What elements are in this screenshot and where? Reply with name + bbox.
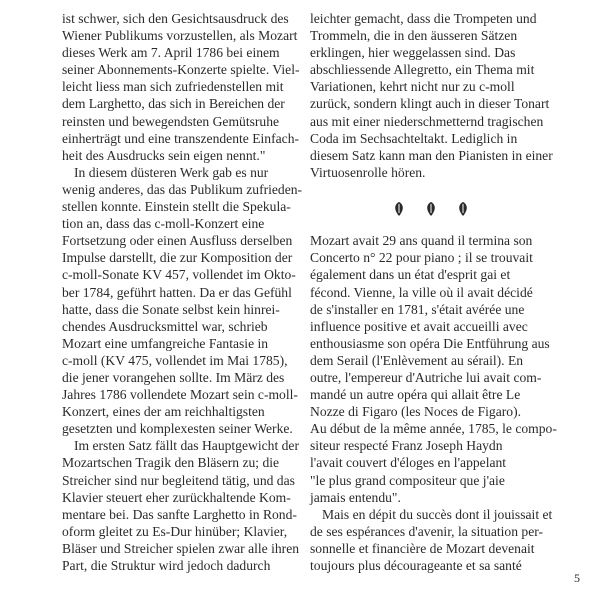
- text-line: mentare bei. Das sanfte Larghetto in Rond-: [62, 506, 297, 522]
- right-column: [310, 10, 557, 574]
- text-line: c-moll (KV 475, vollendet im Mai 1785),: [62, 352, 288, 368]
- text-line: c-moll-Sonate KV 457, vollendet im Okto-: [62, 267, 296, 283]
- text-line: einherträgt und eine transzendente Einfach-: [62, 130, 300, 146]
- text-line: erklingen, hier weggelassen sind. Das: [310, 45, 516, 61]
- text-line: dem Larghetto, das sich in Bereichen der: [62, 96, 285, 112]
- text-line: outre, l'empereur d'Autriche lui avait com-: [310, 369, 542, 385]
- page-number: 5: [574, 571, 580, 585]
- text-line: Au début de la même année, 1785, le compo-: [310, 421, 557, 437]
- left-column: [62, 10, 302, 574]
- text-line: jamais entendu".: [310, 489, 401, 505]
- text-line: Part, die Struktur wird jedoch dadurch: [62, 558, 271, 573]
- text-line: Klavier steuert eher zurückhaltende Kom-: [62, 489, 291, 505]
- text-line: Fortsetzung oder einen Ausfluss derselben: [62, 233, 293, 249]
- text-line: dem Serail (l'Enlèvement au sérail). En: [310, 352, 524, 368]
- text-line: leicht liess man sich zufriedenstellen mit: [62, 79, 284, 95]
- text-line: ber 1784, geführt hatten. Da er das Gefühl: [62, 284, 292, 300]
- text-line: Streicher sind nur begleitend tätig, und das: [62, 472, 295, 488]
- section-ornament: [390, 200, 472, 218]
- text-line: fécond. Vienne, la ville où il avait décidé: [310, 284, 533, 300]
- text-line: In diesem düsteren Werk gab es nur: [74, 164, 269, 180]
- text-line: aus mit einer niederschmetternd tragischen: [310, 113, 544, 129]
- text-line: dieses Werk am 7. April 1786 bei einem: [62, 45, 280, 61]
- text-line: Bläser und Streicher spielen zwar alle ihren: [62, 540, 300, 556]
- text-line: stellen konnte. Einstein stellt die Spekula-: [62, 199, 291, 215]
- text-line: mandé un autre opéra qui allait être Le: [310, 387, 521, 403]
- text-line: Jahres 1786 vollendete Mozart sein c-moll-: [62, 387, 298, 403]
- text-line: Concerto n° 22 pour piano ; il se trouvait: [310, 250, 533, 266]
- text-line: oform gleitet zu Es-Dur hinüber; Klavier,: [62, 523, 288, 539]
- text-line: sonnelle et financière de Mozart devenait: [310, 540, 535, 556]
- text-line: leichter gemacht, dass die Trompeten und: [310, 11, 537, 26]
- text-line: Coda im Sechsachteltakt. Lediglich in: [310, 130, 518, 146]
- ivy-leaf-icon: [422, 200, 440, 218]
- ivy-leaf-icon: [390, 200, 408, 218]
- text-line: chendes Ausdrucksmittel war, schrieb: [62, 318, 268, 334]
- text-line: Mozartschen Tragik den Bläsern zu; die: [62, 455, 280, 471]
- text-line: Trommeln, die in den äusseren Sätzen: [310, 28, 518, 44]
- text-line: reinsten und bewegendsten Gemütsruhe: [62, 113, 280, 129]
- text-line: influence positive et avait accueilli avec: [310, 318, 528, 334]
- text-line: l'avait couvert d'éloges en l'appelant: [310, 455, 507, 471]
- text-line: hatte, dass die Sonate selbst kein hinrei-: [62, 301, 280, 317]
- text-line: Nozze di Figaro (les Noces de Figaro).: [310, 404, 522, 420]
- text-line: diesem Satz kann man den Pianisten in einer: [310, 147, 553, 163]
- ivy-leaf-icon: [454, 200, 472, 218]
- text-line: die jener vorangehen sollte. Im März des: [62, 369, 285, 385]
- text-line: Wiener Publikums vorzustellen, als Mozart: [62, 28, 298, 44]
- text-line: Impulse darstellt, die zur Komposition der: [62, 250, 293, 266]
- text-line: Virtuosenrolle hören.: [310, 164, 426, 180]
- text-line: Im ersten Satz fällt das Hauptgewicht der: [74, 438, 299, 454]
- text-line: siteur respecté Franz Joseph Haydn: [310, 438, 503, 454]
- text-line: Mozart avait 29 ans quand il termina son: [310, 233, 533, 249]
- text-line: toujours plus décourageante et sa santé: [310, 558, 522, 573]
- text-line: heit des Ausdrucks sein eigen nennt.": [62, 147, 266, 163]
- text-line: Konzert, eines der am reichhaltigsten: [62, 404, 265, 420]
- text-line: seiner Abonnements-Konzerte spielte. Viel-: [62, 62, 300, 78]
- text-line: ist schwer, sich den Gesichtsausdruck des: [62, 11, 289, 26]
- text-line: "le plus grand compositeur que j'aie: [310, 472, 505, 488]
- text-line: également dans un état d'esprit gai et: [310, 267, 511, 283]
- text-line: tion an, dass das c-moll-Konzert eine: [62, 216, 265, 232]
- text-line: enthousiasme son opéra Die Entführung aus: [310, 335, 550, 351]
- text-line: wenig anderes, das das Publikum zufrieden-: [62, 181, 303, 197]
- text-line: gesetzten und komplexesten seiner Werke.: [62, 421, 293, 437]
- text-line: Mais en dépit du succès dont il jouissait et: [322, 506, 553, 522]
- text-line: de ses espérances d'avenir, la situation per-: [310, 523, 544, 539]
- text-line: de s'installer en 1781, s'était avérée une: [310, 301, 525, 317]
- text-line: Mozart eine umfangreiche Fantasie in: [62, 335, 269, 351]
- text-line: Variationen, kehrt nicht nur zu c-moll: [310, 79, 515, 95]
- text-line: zurück, sondern klingt auch in dieser Tonart: [310, 96, 550, 112]
- text-line: abschliessende Allegretto, ein Thema mit: [310, 62, 535, 78]
